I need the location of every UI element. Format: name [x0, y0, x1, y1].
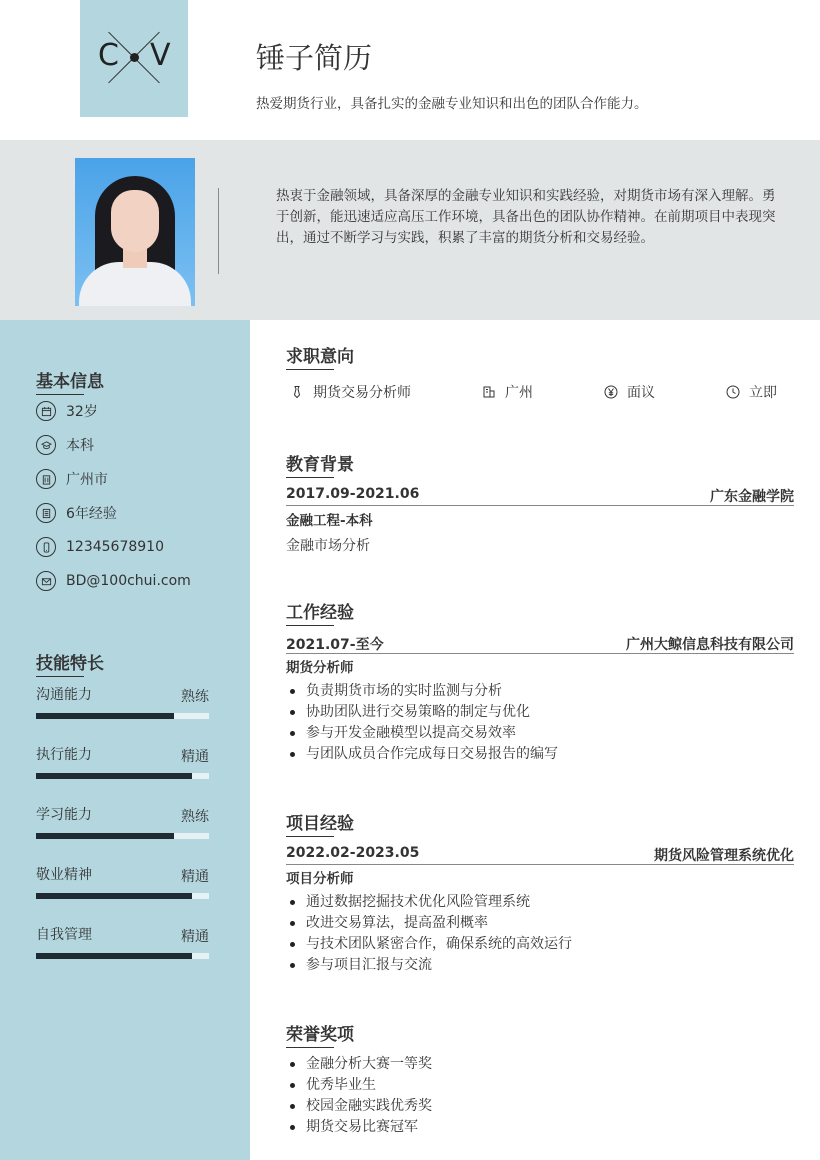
list-item: 改进交易算法，提高盈利概率	[286, 913, 572, 934]
skill-level: 熟练	[181, 809, 209, 825]
skill-bar	[36, 773, 209, 779]
phone-icon	[36, 537, 56, 557]
info-experience	[36, 502, 117, 524]
info-age-value: 32岁	[66, 404, 98, 420]
skill-item	[36, 684, 209, 724]
document-icon	[36, 503, 56, 523]
work-title: 工作经验	[286, 598, 354, 623]
project-title: 项目经验	[286, 809, 354, 834]
work-bullets	[286, 681, 558, 765]
skill-item	[36, 744, 209, 784]
project-role: 项目分析师	[286, 871, 354, 887]
info-phone-value: 12345678910	[66, 539, 164, 555]
skill-level: 精通	[181, 929, 209, 945]
logo-letter-c: C	[98, 38, 119, 73]
education-course: 金融市场分析	[286, 538, 370, 554]
education-major: 金融工程-本科	[286, 513, 373, 529]
education-school: 广东金融学院	[710, 489, 794, 505]
intent-position-value: 期货交易分析师	[313, 385, 411, 401]
project-name: 期货风险管理系统优化	[654, 848, 794, 864]
yen-icon	[604, 385, 618, 399]
skill-name: 执行能力	[36, 747, 92, 763]
project-bullets	[286, 892, 572, 976]
resume-tagline: 热爱期货行业，具备扎实的金融专业知识和出色的团队合作能力。	[256, 96, 648, 112]
intent-salary	[604, 382, 655, 402]
skill-item	[36, 804, 209, 844]
education-title: 教育背景	[286, 450, 354, 475]
building-icon	[36, 469, 56, 489]
tie-icon	[290, 385, 304, 399]
skill-name: 学习能力	[36, 807, 92, 823]
skill-name: 敬业精神	[36, 867, 92, 883]
work-role: 期货分析师	[286, 660, 354, 676]
skill-level: 熟练	[181, 689, 209, 705]
info-degree	[36, 434, 94, 456]
clock-icon	[726, 385, 740, 399]
calendar-icon	[36, 401, 56, 421]
list-item: 参与项目汇报与交流	[286, 955, 572, 976]
list-item: 参与开发金融模型以提高交易效率	[286, 723, 558, 744]
intent-title: 求职意向	[286, 342, 354, 367]
work-header	[286, 634, 794, 654]
work-company: 广州大鲸信息科技有限公司	[626, 637, 794, 653]
list-item: 负责期货市场的实时监测与分析	[286, 681, 558, 702]
info-email-value: BD@100chui.com	[66, 573, 191, 589]
skill-level: 精通	[181, 749, 209, 765]
intent-position	[290, 382, 411, 402]
resume-name: 锤子简历	[256, 41, 373, 75]
logo-letter-v: V	[150, 38, 171, 73]
skill-item	[36, 924, 209, 964]
info-phone	[36, 536, 164, 558]
list-item: 金融分析大赛一等奖	[286, 1054, 432, 1075]
skill-name: 沟通能力	[36, 687, 92, 703]
project-period: 2022.02-2023.05	[286, 845, 420, 861]
list-item: 校园金融实践优秀奖	[286, 1096, 432, 1117]
skill-bar	[36, 893, 209, 899]
intent-city	[482, 382, 533, 402]
skill-item	[36, 864, 209, 904]
info-age	[36, 400, 98, 422]
list-item: 通过数据挖掘技术优化风险管理系统	[286, 892, 572, 913]
info-degree-value: 本科	[66, 438, 94, 454]
profile-band	[0, 140, 820, 320]
skill-bar-fill	[36, 713, 174, 719]
intent-availability-value: 立即	[749, 385, 777, 401]
basic-info-title: 基本信息	[36, 367, 104, 392]
education-period: 2017.09-2021.06	[286, 486, 420, 502]
skill-bar-fill	[36, 893, 192, 899]
divider	[218, 188, 219, 274]
skill-bar-fill	[36, 953, 192, 959]
education-header	[286, 486, 794, 506]
project-header	[286, 845, 794, 865]
info-city-value: 广州市	[66, 472, 108, 488]
intent-city-value: 广州	[505, 385, 533, 401]
list-item: 与团队成员合作完成每日交易报告的编写	[286, 744, 558, 765]
list-item: 优秀毕业生	[286, 1075, 432, 1096]
skill-bar-fill	[36, 773, 192, 779]
cv-logo	[80, 0, 188, 117]
info-city	[36, 468, 108, 490]
intent-availability	[726, 382, 777, 402]
work-period: 2021.07-至今	[286, 637, 384, 653]
intent-salary-value: 面议	[627, 385, 655, 401]
list-item: 与技术团队紧密合作，确保系统的高效运行	[286, 934, 572, 955]
honors-bullets	[286, 1054, 432, 1138]
graduation-cap-icon	[36, 435, 56, 455]
skill-bar	[36, 953, 209, 959]
building-icon	[482, 385, 496, 399]
profile-summary: 热衷于金融领域，具备深厚的金融专业知识和实践经验，对期货市场有深入理解。勇于创新，能迅速适应高压工作环境，具备出色的团队协作精神。在前期项目中表现突出，通过不断学习与实践，积累了丰富的期货分析和交易经验。	[276, 188, 776, 246]
skill-bar	[36, 713, 209, 719]
skill-bar-fill	[36, 833, 174, 839]
profile-photo	[75, 158, 195, 306]
skill-name: 自我管理	[36, 927, 92, 943]
logo-dot	[130, 53, 139, 62]
skill-bar	[36, 833, 209, 839]
info-email	[36, 570, 191, 592]
list-item: 协助团队进行交易策略的制定与优化	[286, 702, 558, 723]
honors-title: 荣誉奖项	[286, 1020, 354, 1045]
skill-level: 精通	[181, 869, 209, 885]
skills-title: 技能特长	[36, 649, 104, 674]
info-experience-value: 6年经验	[66, 506, 117, 522]
list-item: 期货交易比赛冠军	[286, 1117, 432, 1138]
mail-icon	[36, 571, 56, 591]
